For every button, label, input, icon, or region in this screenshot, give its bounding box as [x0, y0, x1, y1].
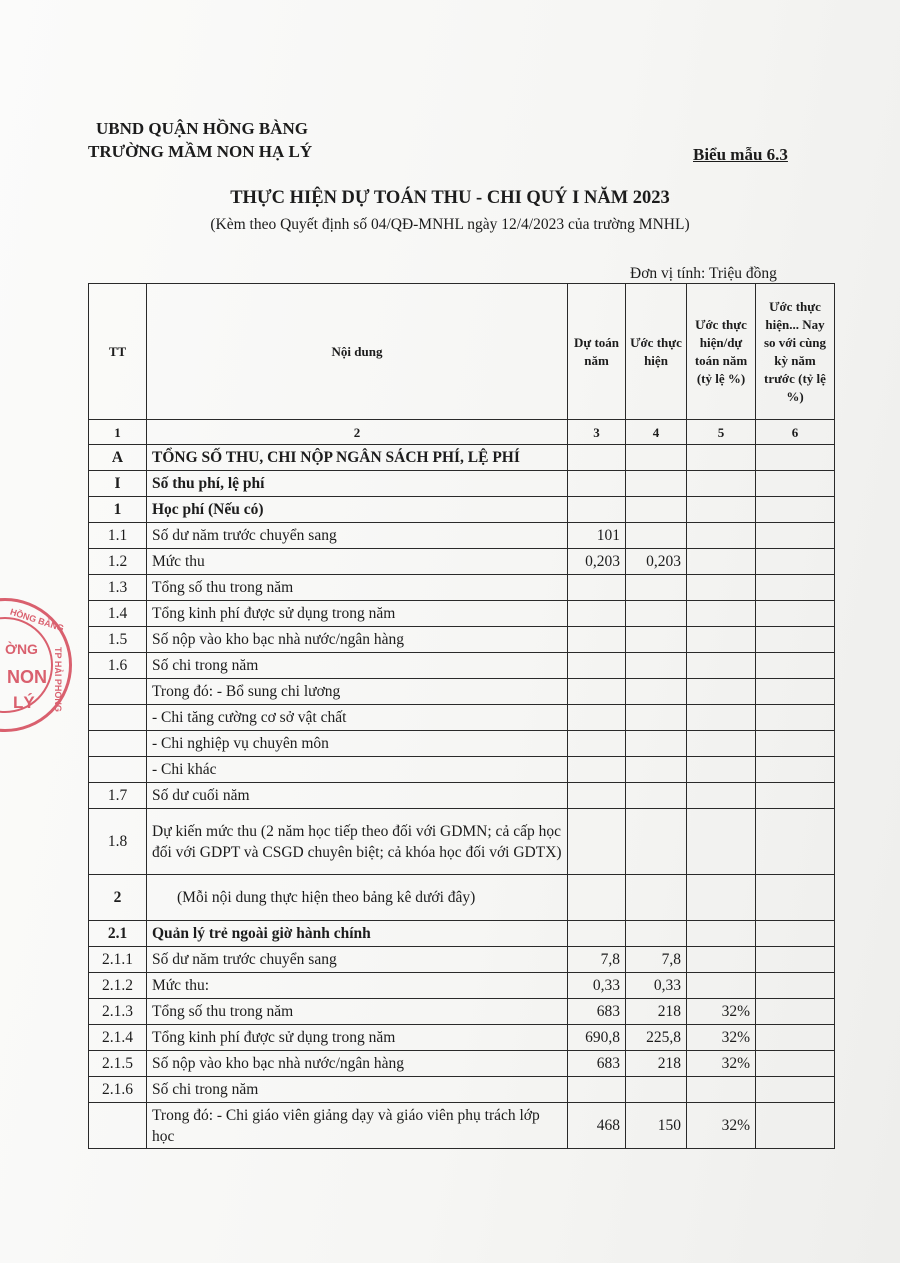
row-budget: [568, 627, 626, 653]
row-estimate: 150: [626, 1103, 687, 1149]
row-budget: [568, 1077, 626, 1103]
row-estimate: [626, 809, 687, 875]
row-ratio-budget: [687, 445, 756, 471]
row-budget: [568, 875, 626, 921]
org-line-2: TRƯỜNG MẦM NON HẠ LÝ: [88, 142, 313, 161]
table-row: [89, 601, 835, 627]
row-ratio-budget: [687, 731, 756, 757]
index-cell: 2: [147, 420, 568, 445]
table-row: [89, 973, 835, 999]
row-estimate: [626, 497, 687, 523]
table-row: [89, 549, 835, 575]
col-header-estimate: Ước thực hiện: [626, 284, 687, 420]
row-estimate: [626, 627, 687, 653]
index-cell: 4: [626, 420, 687, 445]
row-ratio-budget: [687, 973, 756, 999]
row-content: Số nộp vào kho bạc nhà nước/ngân hàng: [147, 627, 568, 653]
row-ratio-budget: [687, 497, 756, 523]
row-content: - Chi khác: [147, 757, 568, 783]
row-tt: [89, 1103, 147, 1149]
row-ratio-prev: [756, 575, 835, 601]
row-estimate: [626, 1077, 687, 1103]
table-row: [89, 653, 835, 679]
row-content: TỔNG SỐ THU, CHI NỘP NGÂN SÁCH PHÍ, LỆ PHÍ: [147, 445, 568, 471]
row-tt: 2.1.3: [89, 999, 147, 1025]
row-ratio-prev: [756, 947, 835, 973]
row-content: Số chi trong năm: [147, 1077, 568, 1103]
col-header-budget: Dự toán năm: [568, 284, 626, 420]
row-estimate: 218: [626, 1051, 687, 1077]
table-row: [89, 445, 835, 471]
row-tt: 2.1.4: [89, 1025, 147, 1051]
table-row: [89, 875, 835, 921]
table-row: [89, 947, 835, 973]
index-cell: 5: [687, 420, 756, 445]
row-ratio-budget: [687, 1077, 756, 1103]
row-tt: [89, 731, 147, 757]
col-header-tt: TT: [89, 284, 147, 420]
row-ratio-prev: [756, 809, 835, 875]
row-content: Mức thu: [147, 549, 568, 575]
table-row: [89, 783, 835, 809]
row-tt: 2.1.6: [89, 1077, 147, 1103]
index-row: [89, 420, 835, 445]
row-budget: [568, 601, 626, 627]
row-ratio-budget: [687, 627, 756, 653]
row-budget: 468: [568, 1103, 626, 1149]
stamp-text-line1: ỜNG: [5, 641, 38, 657]
row-ratio-budget: 32%: [687, 1051, 756, 1077]
row-estimate: [626, 757, 687, 783]
row-budget: [568, 705, 626, 731]
col-header-ratio-budget: Ước thực hiện/dự toán năm (tỷ lệ %): [687, 284, 756, 420]
header-row: [89, 284, 835, 420]
row-budget: [568, 783, 626, 809]
row-estimate: [626, 601, 687, 627]
table-row: [89, 575, 835, 601]
row-content: Số chi trong năm: [147, 653, 568, 679]
row-budget: [568, 757, 626, 783]
row-tt: 2.1.1: [89, 947, 147, 973]
row-budget: [568, 445, 626, 471]
row-tt: 1: [89, 497, 147, 523]
table-row: [89, 809, 835, 875]
table-row: [89, 627, 835, 653]
table-row: [89, 1051, 835, 1077]
row-budget: [568, 653, 626, 679]
row-tt: I: [89, 471, 147, 497]
document-subtitle: (Kèm theo Quyết định số 04/QĐ-MNHL ngày 12/4/2023 của trường MNHL): [210, 216, 690, 233]
row-ratio-prev: [756, 1103, 835, 1149]
row-estimate: 218: [626, 999, 687, 1025]
row-budget: [568, 497, 626, 523]
row-ratio-prev: [756, 783, 835, 809]
table-row: [89, 471, 835, 497]
row-budget: 690,8: [568, 1025, 626, 1051]
row-ratio-budget: 32%: [687, 1025, 756, 1051]
stamp-text-line2: NON: [7, 667, 47, 687]
row-content: Dự kiến mức thu (2 năm học tiếp theo đối với GDMN; cả cấp học đối với GDPT và CSGD chuyên biệt; cả khóa học đối với GDTX): [147, 809, 568, 875]
row-estimate: [626, 445, 687, 471]
row-estimate: 225,8: [626, 1025, 687, 1051]
row-estimate: [626, 523, 687, 549]
row-estimate: [626, 731, 687, 757]
index-cell: 3: [568, 420, 626, 445]
table-row: [89, 1077, 835, 1103]
row-estimate: [626, 679, 687, 705]
row-content: Số thu phí, lệ phí: [147, 471, 568, 497]
row-content: Số dư cuối năm: [147, 783, 568, 809]
row-ratio-budget: [687, 875, 756, 921]
row-budget: 101: [568, 523, 626, 549]
row-budget: [568, 809, 626, 875]
row-ratio-budget: [687, 549, 756, 575]
table-row: [89, 497, 835, 523]
row-ratio-budget: [687, 653, 756, 679]
table-row: [89, 731, 835, 757]
row-ratio-prev: [756, 1025, 835, 1051]
row-tt: 1.1: [89, 523, 147, 549]
row-ratio-prev: [756, 445, 835, 471]
row-ratio-prev: [756, 471, 835, 497]
table-row: [89, 1103, 835, 1149]
row-ratio-prev: [756, 1077, 835, 1103]
stamp-ring-text-right: TP HẢI PHÒNG: [53, 647, 63, 712]
row-budget: 683: [568, 999, 626, 1025]
row-ratio-budget: [687, 601, 756, 627]
row-ratio-prev: [756, 705, 835, 731]
col-header-content: Nội dung: [147, 284, 568, 420]
row-budget: 683: [568, 1051, 626, 1077]
row-budget: 0,33: [568, 973, 626, 999]
row-content: Số dư năm trước chuyển sang: [147, 523, 568, 549]
row-content: Tổng kinh phí được sử dụng trong năm: [147, 601, 568, 627]
row-content: - Chi nghiệp vụ chuyên môn: [147, 731, 568, 757]
row-tt: [89, 757, 147, 783]
row-budget: 7,8: [568, 947, 626, 973]
row-content: (Mỗi nội dung thực hiện theo bảng kê dưới đây): [147, 875, 568, 921]
budget-table: [88, 283, 835, 1149]
row-ratio-prev: [756, 653, 835, 679]
row-budget: [568, 921, 626, 947]
row-tt: 1.8: [89, 809, 147, 875]
table-row: [89, 757, 835, 783]
row-ratio-prev: [756, 973, 835, 999]
row-budget: [568, 731, 626, 757]
row-budget: [568, 575, 626, 601]
row-content: Trong đó: - Bổ sung chi lương: [147, 679, 568, 705]
row-ratio-prev: [756, 875, 835, 921]
stamp-ring-text-top: HỒNG BÀNG: [8, 606, 66, 634]
row-estimate: [626, 921, 687, 947]
row-tt: 2.1.5: [89, 1051, 147, 1077]
row-content: Quản lý trẻ ngoài giờ hành chính: [147, 921, 568, 947]
document-title: THỰC HIỆN DỰ TOÁN THU - CHI QUÝ I NĂM 2023: [230, 188, 670, 208]
row-content: Trong đó: - Chi giáo viên giảng dạy và giáo viên phụ trách lớp học: [147, 1103, 568, 1149]
row-ratio-prev: [756, 523, 835, 549]
row-tt: 1.6: [89, 653, 147, 679]
row-estimate: [626, 875, 687, 921]
row-ratio-budget: [687, 921, 756, 947]
row-estimate: [626, 653, 687, 679]
row-ratio-budget: [687, 471, 756, 497]
row-tt: 1.7: [89, 783, 147, 809]
row-tt: 2: [89, 875, 147, 921]
row-tt: [89, 679, 147, 705]
row-tt: [89, 705, 147, 731]
row-content: Tổng kinh phí được sử dụng trong năm: [147, 1025, 568, 1051]
row-estimate: 0,33: [626, 973, 687, 999]
row-ratio-prev: [756, 627, 835, 653]
table-row: [89, 679, 835, 705]
row-ratio-prev: [756, 999, 835, 1025]
index-cell: 1: [89, 420, 147, 445]
col-header-ratio-prev: Ước thực hiện... Nay so với cùng kỳ năm trước (tỷ lệ %): [756, 284, 835, 420]
table-row: [89, 705, 835, 731]
row-ratio-budget: [687, 783, 756, 809]
unit-label: Đơn vị tính: Triệu đồng: [630, 265, 777, 282]
row-estimate: [626, 705, 687, 731]
row-ratio-prev: [756, 731, 835, 757]
row-estimate: 7,8: [626, 947, 687, 973]
row-ratio-budget: [687, 523, 756, 549]
row-ratio-prev: [756, 921, 835, 947]
row-ratio-budget: [687, 947, 756, 973]
row-content: Tổng số thu trong năm: [147, 575, 568, 601]
row-ratio-prev: [756, 1051, 835, 1077]
index-cell: 6: [756, 420, 835, 445]
table-row: [89, 523, 835, 549]
row-ratio-budget: [687, 757, 756, 783]
table-row: [89, 999, 835, 1025]
row-tt: 2.1.2: [89, 973, 147, 999]
row-ratio-prev: [756, 549, 835, 575]
row-tt: 1.3: [89, 575, 147, 601]
row-ratio-budget: 32%: [687, 999, 756, 1025]
row-estimate: [626, 471, 687, 497]
row-tt: 1.4: [89, 601, 147, 627]
row-estimate: [626, 783, 687, 809]
row-tt: 1.2: [89, 549, 147, 575]
row-budget: [568, 471, 626, 497]
row-content: Số nộp vào kho bạc nhà nước/ngân hàng: [147, 1051, 568, 1077]
row-content: Tổng số thu trong năm: [147, 999, 568, 1025]
org-line-1: UBND QUẬN HỒNG BÀNG: [96, 119, 309, 138]
form-code: Biểu mẫu 6.3: [693, 145, 788, 164]
row-content: Mức thu:: [147, 973, 568, 999]
row-content: Số dư năm trước chuyển sang: [147, 947, 568, 973]
row-estimate: [626, 575, 687, 601]
table-row: [89, 1025, 835, 1051]
row-ratio-prev: [756, 679, 835, 705]
row-budget: 0,203: [568, 549, 626, 575]
row-ratio-prev: [756, 601, 835, 627]
row-content: - Chi tăng cường cơ sở vật chất: [147, 705, 568, 731]
row-ratio-budget: [687, 809, 756, 875]
row-ratio-budget: 32%: [687, 1103, 756, 1149]
row-tt: 1.5: [89, 627, 147, 653]
row-estimate: 0,203: [626, 549, 687, 575]
row-ratio-budget: [687, 575, 756, 601]
row-budget: [568, 679, 626, 705]
table-row: [89, 921, 835, 947]
row-tt: A: [89, 445, 147, 471]
row-content: Học phí (Nếu có): [147, 497, 568, 523]
row-ratio-budget: [687, 705, 756, 731]
row-tt: 2.1: [89, 921, 147, 947]
stamp-text-line3: LÝ: [13, 693, 35, 712]
row-ratio-prev: [756, 757, 835, 783]
row-ratio-prev: [756, 497, 835, 523]
row-ratio-budget: [687, 679, 756, 705]
